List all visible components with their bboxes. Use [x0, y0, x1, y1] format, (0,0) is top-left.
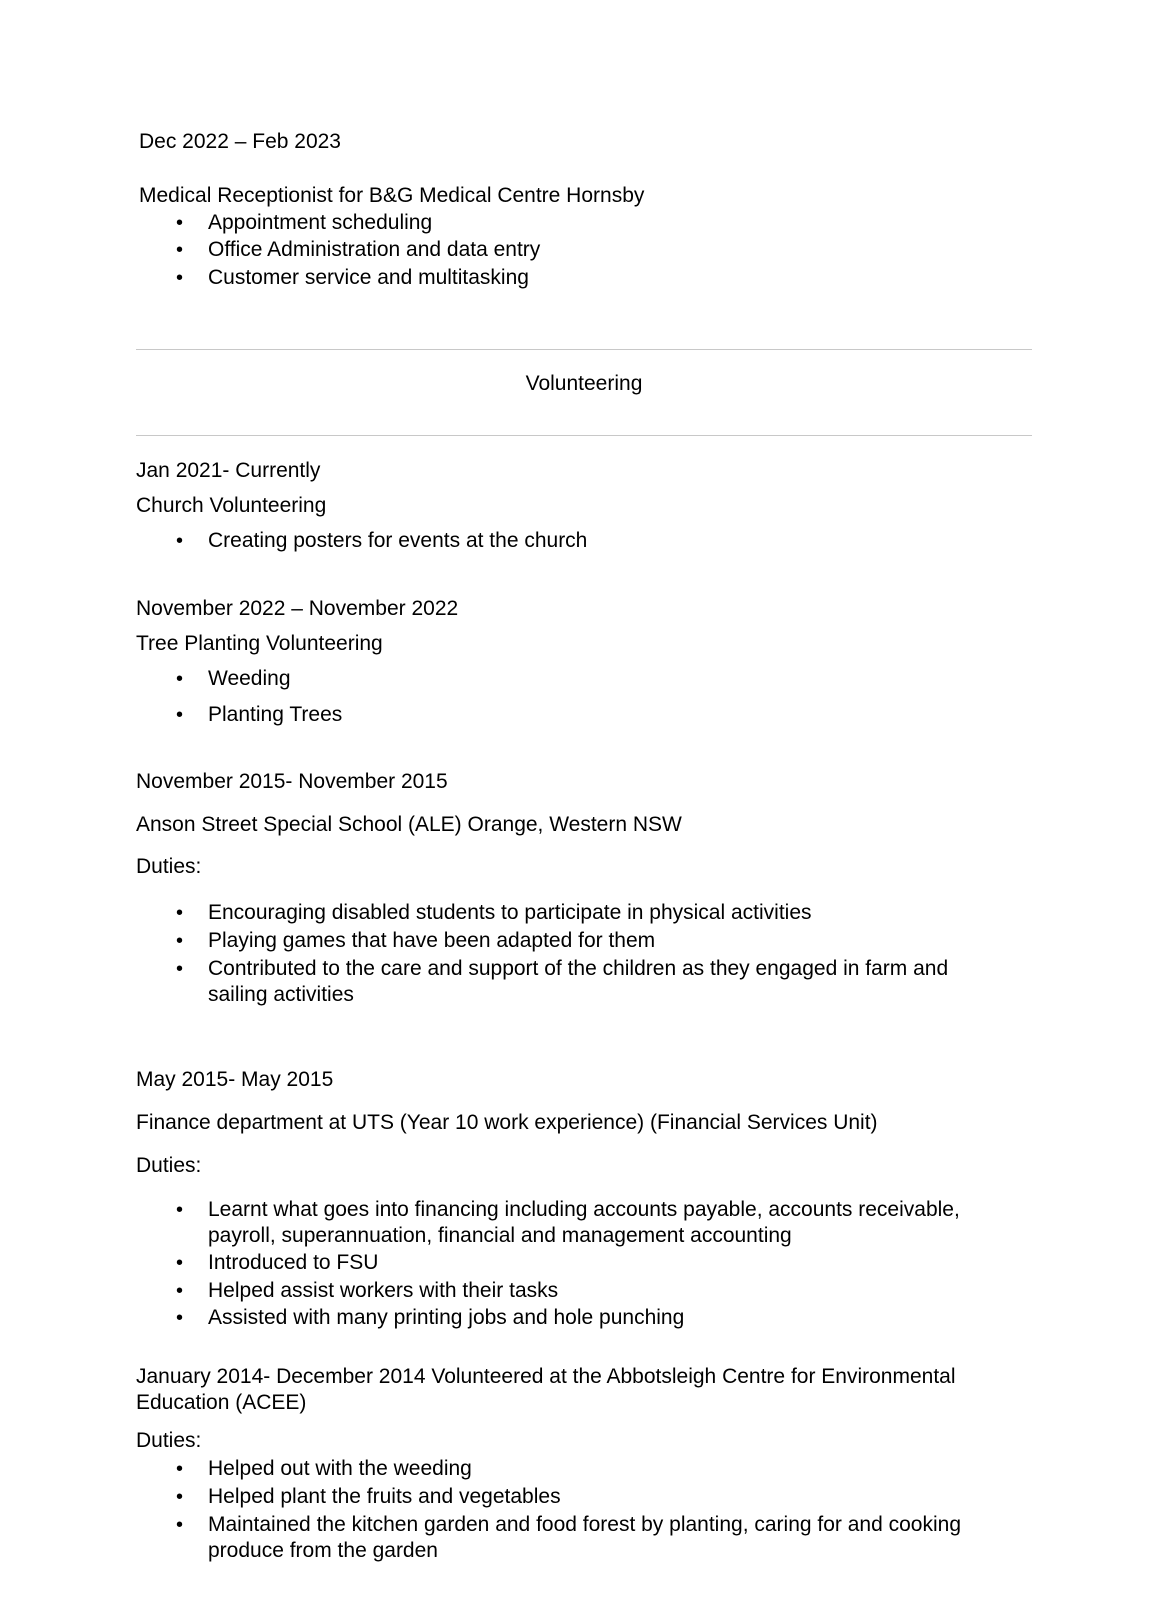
uts-date: May 2015- May 2015: [136, 1068, 334, 1091]
church-date: Jan 2021- Currently: [136, 459, 321, 482]
uts-bullet-1: • Learnt what goes into financing including accounts payable, accounts receivable, payroll, superannuation, financial and management accounting: [208, 1197, 988, 1249]
medical-bullet-3: • Customer service and multitasking: [208, 265, 529, 291]
acee-title: January 2014- December 2014 Volunteered at the Abbotsleigh Centre for Environmental Education (ACEE): [136, 1365, 956, 1414]
section-divider-bottom: [136, 435, 1032, 436]
anson-date: November 2015- November 2015: [136, 770, 448, 793]
uts-duties-label: Duties:: [136, 1154, 202, 1177]
acee-duties-label: Duties:: [136, 1429, 202, 1452]
uts-bullet-2: • Introduced to FSU: [208, 1250, 378, 1276]
anson-duties-label: Duties:: [136, 855, 202, 878]
uts-bullet-3: • Helped assist workers with their tasks: [208, 1278, 558, 1304]
tree-bullet-1: • Weeding: [208, 666, 291, 692]
section-divider-top: [136, 349, 1032, 350]
acee-bullet-2: • Helped plant the fruits and vegetables: [208, 1484, 561, 1510]
anson-bullet-1: • Encouraging disabled students to participate in physical activities: [208, 900, 812, 926]
medical-bullet-2: • Office Administration and data entry: [208, 237, 540, 263]
tree-bullet-2: • Planting Trees: [208, 702, 342, 728]
medical-bullet-1: • Appointment scheduling: [208, 210, 432, 236]
tree-title: Tree Planting Volunteering: [136, 632, 383, 655]
medical-date: Dec 2022 – Feb 2023: [139, 130, 341, 153]
medical-title: Medical Receptionist for B&G Medical Centre Hornsby: [139, 184, 645, 207]
church-title: Church Volunteering: [136, 494, 327, 517]
tree-date: November 2022 – November 2022: [136, 597, 459, 620]
anson-bullet-2: • Playing games that have been adapted for them: [208, 928, 655, 954]
uts-title: Finance department at UTS (Year 10 work experience) (Financial Services Unit): [136, 1111, 878, 1134]
acee-bullet-1: • Helped out with the weeding: [208, 1456, 472, 1482]
uts-bullet-4: • Assisted with many printing jobs and hole punching: [208, 1305, 684, 1331]
anson-bullet-3: • Contributed to the care and support of the children as they engaged in farm and sailing activities: [208, 956, 988, 1008]
anson-title: Anson Street Special School (ALE) Orange, Western NSW: [136, 813, 682, 836]
church-bullet-1: • Creating posters for events at the church: [208, 528, 587, 554]
section-heading: Volunteering: [525, 372, 643, 395]
acee-bullet-3: • Maintained the kitchen garden and food forest by planting, caring for and cooking produce from the garden: [208, 1512, 988, 1564]
